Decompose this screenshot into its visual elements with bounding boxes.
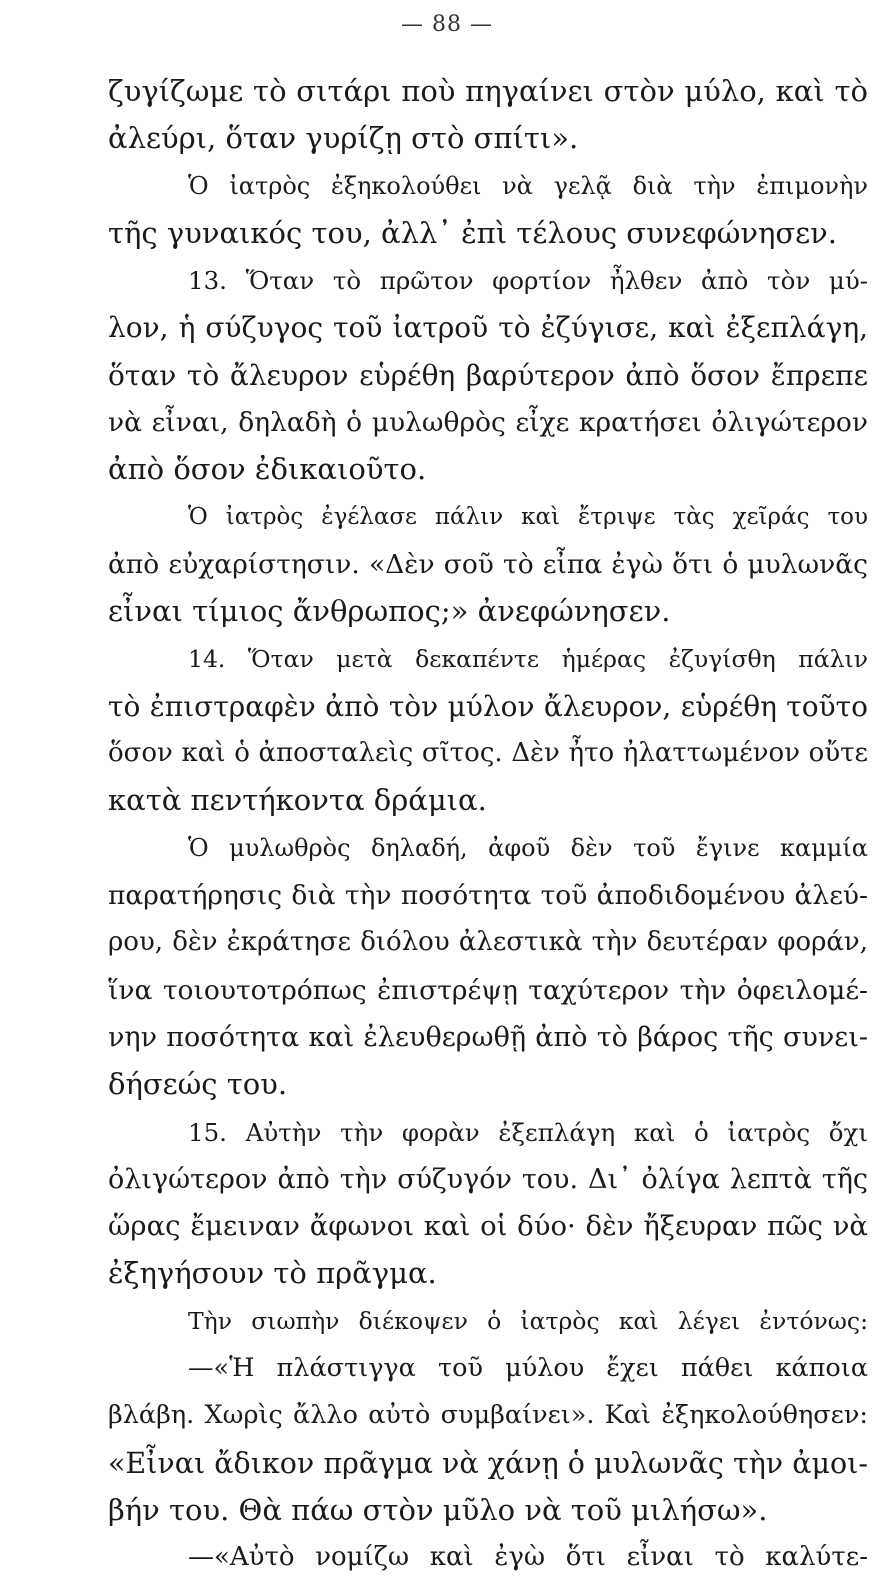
text-line: δήσεώς του. [108,1067,288,1102]
text-line: «Εἶναι ἄδικον πρᾶγμα νὰ χάνῃ ὁ μυλωνᾶς τὴν ἀμοι- [108,1446,868,1480]
text-line: τὸ ἐπιστραφὲν ἀπὸ τὸν μύλον ἄλευρον, εὑρέθη τοῦτο [108,689,868,723]
text-line: κατὰ πεντήκοντα δράμια. [108,783,487,818]
text-line: νην ποσότητα καὶ ἐλευθερωθῇ ἀπὸ τὸ βάρος τῆς συνει- [108,1021,868,1053]
body-text [108,68,868,1582]
text-line: ἀλεύρι, ὅταν γυρίζῃ στὸ σπίτι». [108,121,579,156]
text-line: ὅσον καὶ ὁ ἀποσταλεὶς σῖτος. Δὲν ἦτο ἠλαττωμένον οὔτε [108,738,868,769]
text-line: ρου, δὲν ἐκράτησε διόλου ἀλεστικὰ τὴν δευτέραν φοράν, [108,927,868,958]
text-line: ἀπὸ ὅσον ἐδικαιοῦτο. [108,452,427,487]
text-line: ζυγίζωμε τὸ σιτάρι ποὺ πηγαίνει στὸν μύλο, καὶ τὸ [108,74,868,108]
text-line: ἵνα τοιουτοτρόπως ἐπιστρέψῃ ταχύτερον τὴν ὀφειλομέ- [108,974,868,1006]
text-line: ὥρας ἔμειναν ἄφωνοι καὶ οἱ δύο· δὲν ἤξευραν πῶς νὰ [108,1210,868,1243]
text-line: λον, ἡ σύζυγος τοῦ ἰατροῦ τὸ ἐζύγισε, καὶ ἐξεπλάγη, [108,311,868,345]
text-line: τῆς γυναικός του, ἀλλ᾽ ἐπὶ τέλους συνεφώνησεν. [108,215,838,250]
text-line: Ὁ μυλωθρὸς δηλαδή, ἀφοῦ δὲν τοῦ ἔγινε καμμία [188,833,868,862]
text-line: βλάβη. Χωρὶς ἄλλο αὐτὸ συμβαίνει». Καὶ ἐξηκολούθησεν: [108,1400,868,1431]
text-line: 13. Ὅταν τὸ πρῶτον φορτίον ἦλθεν ἀπὸ τὸν μύ- [188,266,868,296]
text-line: —«Ἡ πλάστιγγα τοῦ μύλου ἔχει πάθει κάποια [188,1353,868,1384]
text-line: —«Αὐτὸ νομίζω καὶ ἐγὼ ὅτι εἶναι τὸ καλύτε- [188,1542,868,1573]
page-number: — 88 — [401,12,493,37]
text-line: βήν του. Θὰ πάω στὸν μῦλο νὰ τοῦ μιλήσω». [108,1492,768,1527]
text-line: ἐξηγήσουν τὸ πρᾶγμα. [108,1256,437,1291]
text-line: εἶναι τίμιος ἄνθρωπος;» ἀνεφώνησεν. [108,594,671,629]
text-line: ὀλιγώτερον ἀπὸ τὴν σύζυγόν του. Δι᾽ ὀλίγα λεπτὰ τῆς [108,1163,868,1195]
text-line: 14. Ὅταν μετὰ δεκαπέντε ἡμέρας ἐζυγίσθη πάλιν [188,644,868,673]
text-line: Ὁ ἰατρὸς ἐξηκολούθει νὰ γελᾷ διὰ τὴν ἐπιμονὴν [188,171,868,200]
text-line: Τὴν σιωπὴν διέκοψεν ὁ ἰατρὸς καὶ λέγει ἐντόνως: [188,1306,868,1335]
text-line: ἀπὸ εὐχαρίστησιν. «Δὲν σοῦ τὸ εἶπα ἐγὼ ὅτι ὁ μυλωνᾶς [108,548,868,580]
text-line: 15. Αὐτὴν τὴν φορὰν ἐξεπλάγη καὶ ὁ ἰατρὸς ὄχι [188,1117,868,1147]
text-line: ὅταν τὸ ἄλευρον εὑρέθη βαρύτερον ἀπὸ ὅσον ἔπρεπε [108,358,868,392]
text-line: νὰ εἶναι, δηλαδὴ ὁ μυλωθρὸς εἶχε κρατήσει ὀλιγώτερον [108,407,868,439]
text-line: Ὁ ἰατρὸς ἐγέλασε πάλιν καὶ ἔτριψε τὰς χεῖράς του [188,503,868,530]
text-line: παρατήρησις διὰ τὴν ποσότητα τοῦ ἀποδιδομένου ἀλεύ- [108,880,868,912]
